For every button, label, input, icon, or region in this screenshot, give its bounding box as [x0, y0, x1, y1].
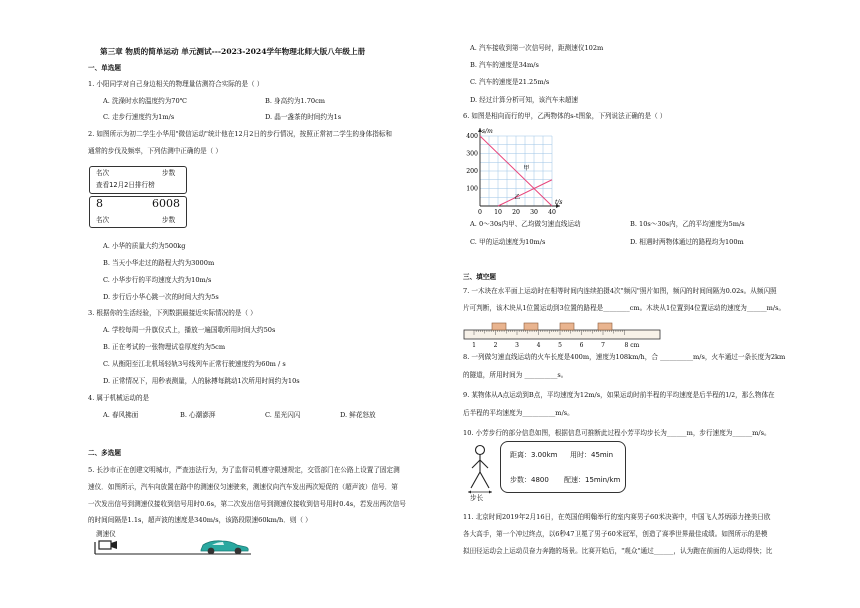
question-3-option-c: C. 从衡阳至江北机场轻轨3号线列车正常行驶速度约为60m / s [103, 360, 286, 368]
question-2-option-b: B. 当天小华走过的路程大约为3000m [103, 259, 215, 267]
question-5-line-4: 的时间间隔是1.1s，超声波的速度是340m/s，该路段限速60km/h．则（ ） [88, 516, 312, 524]
ruler-label: 1 [472, 342, 476, 348]
ruler-label: 5 [558, 342, 562, 348]
ruler-label: 4 [536, 342, 541, 348]
question-1-option-a: A. 洗澡时水的温度约为70℃ [103, 97, 188, 105]
question-8-line-1: 8. 一列做匀速直线运动的火车长度是400m，速度为108km/h，合 __________m/s，火车通过一条长度为2km [463, 353, 786, 361]
question-1-stem: 1. 小阳同学对自己身边相关的物理量估测符合实际的是（ ） [88, 80, 264, 88]
question-7-line-2: 片可判断，该木块从1位置运动到3位置的路程是________cm。木块从1位置到4位置运动的速度为______m/s。 [463, 304, 786, 312]
walking-person-icon [462, 444, 498, 500]
rank-label: 名次 [96, 169, 110, 177]
x-axis-label: t/s [555, 199, 563, 206]
st-graph [460, 124, 565, 222]
question-6-option-b: B. 10s～30s内，乙的平均速度为5m/s [630, 220, 745, 228]
y-tick-label: 200 [466, 168, 478, 175]
question-6-option-d: D. 相遇时两物体通过的路程均为100m [630, 238, 744, 246]
question-8-line-2: 的隧道，所用时间为 __________s。 [463, 371, 568, 379]
question-4-option-a: A. 春风拂面 [103, 411, 139, 419]
question-2-stem-line-1: 2. 如图所示为初二学生小华用"微信运动"统计他在12月2日的步行情况，按照正常初二学生的身体指标和 [88, 130, 392, 138]
question-9-line-1 [463, 391, 775, 400]
question-10-line-1: 10. 小芳步行的部分信息如图，根据信息可推断此过程小芳平均步长为______m，步行速度为______m/s。 [463, 429, 771, 437]
st-graph-svg [460, 124, 565, 218]
x-tick-label: 20 [512, 209, 520, 216]
question-11-line-1: 11. 北京时间2019年2月16日，在英国伯明翰举行的室内赛男子60米决赛中，中国飞人苏炳添力挫美日欧 [463, 513, 771, 521]
duration-value: 用时：45min [570, 451, 614, 459]
question-2-option-d: D. 步行后小华心跳一次的时间大约为5s [103, 293, 219, 301]
x-tick-label: 30 [530, 209, 538, 216]
question-1-option-d: D. 晶一盏茶的时间约为1s [265, 113, 342, 121]
question-9-line-2: 后半程的平均速度为__________m/s。 [463, 409, 574, 417]
question-9-text-b: ，那么物体在 [735, 391, 775, 399]
question-2-option-c: C. 小华步行的平均速度大约为10m/s [103, 276, 212, 284]
page-title: 第三章 物质的简单运动 单元测试---2023-2024学年物理北师大版八年级上册 [100, 47, 366, 56]
series-label-jia: 甲 [523, 165, 530, 173]
leaderboard-link: 查看12月2日排行榜 [96, 181, 155, 189]
question-1-option-c: C. 走步行速度约为1m/s [103, 113, 175, 121]
x-tick-label: 40 [548, 209, 556, 216]
ruler-figure [462, 318, 662, 352]
ruler-label: 7 [601, 342, 605, 348]
speed-detector-label: 测速仪 [96, 530, 116, 538]
y-tick-label: 300 [466, 150, 478, 158]
steps-label-bottom: 步数 [162, 216, 176, 224]
question-3-option-a: A. 学校每周一升旗仪式上，播放一遍国歌所用时间大约50s [103, 326, 276, 334]
section-heading-fill-in: 三、填空题 [463, 273, 496, 281]
ruler-label: 8 cm [624, 342, 640, 348]
question-4-stem: 4. 属于机械运动的是 [88, 394, 150, 402]
question-3-stem: 3. 根据你的生活经验，下列数据最接近实际情况的是（ ） [88, 309, 257, 317]
question-5-option-d: D. 经过计算分析可知，该汽车未超速 [470, 96, 579, 104]
question-5-option-c: C. 汽车的速度是21.25m/s [470, 78, 550, 86]
steps-value: 步数：4800 [510, 476, 549, 484]
question-5-line-2: 速仪．如图所示，汽车向放置在路中的测速仪匀速驶来，测速仪向汽车发出两次短促的（超声波）信号．第 [88, 483, 398, 491]
ruler-label: 3 [515, 342, 519, 348]
question-5-line-3: 一次发出信号到测速仪接收到信号用时0.6s，第二次发出信号到测速仪接收到信号用时0.4s，若发出两次信号 [88, 500, 406, 508]
question-3-option-b: B. 正在考试的一张物理试卷厚度约为5cm [103, 343, 226, 351]
y-tick-label: 400 [466, 133, 478, 140]
rank-number: 8 [96, 197, 103, 210]
ruler-label: 6 [579, 342, 584, 348]
question-6-stem: 6. 如图是相向而行的甲，乙两物体的s-t图象，下列说法正确的是（ ） [463, 112, 667, 120]
walking-stats-card [500, 441, 626, 493]
step-count: 6008 [152, 197, 180, 210]
question-11-line-3: 拟田径运动会上运动员奋力奔跑的场景。比赛开始后，"观众"通过______，认为跑在前面的人运动得快；比 [463, 547, 773, 555]
question-5-option-a: A. 汽车接收到第一次信号时，距测速仪102m [470, 44, 604, 52]
ruler-label: 2 [493, 342, 498, 348]
question-4-option-d: D. 鲜花怒放 [340, 411, 376, 419]
ruler-svg [462, 318, 662, 348]
y-axis-label: s/m [482, 128, 493, 135]
question-11-line-2: 各大高手，第一个冲过终点，以6秒47卫冕了男子60米冠军，创造了赛季世界最佳成绩。如图所示的是模 [463, 530, 768, 538]
rank-label-bottom: 名次 [96, 216, 110, 224]
pace-value: 配速：15min/km [564, 476, 621, 484]
question-2-option-a: A. 小华的质量大约为500kg [103, 242, 186, 250]
section-heading-multi-choice: 二、多选题 [88, 449, 121, 457]
distance-value: 距离：3.00km [510, 451, 558, 459]
question-4-option-c: C. 星光闪闪 [265, 411, 301, 419]
steps-label: 步数 [162, 169, 176, 177]
question-1-option-b: B. 身高约为1.70cm [265, 97, 326, 105]
question-5-line-1: 5. 长沙市正在创建文明城市，严查违法行为，为了监督司机遵守限速规定，交管部门在公路上设置了固定测 [88, 466, 400, 474]
question-6-option-c: C. 甲的运动速度为10m/s [470, 238, 546, 246]
question-6-option-a: A. 0～30s内甲、乙均做匀速直线运动 [470, 220, 581, 228]
fraction-one-half: 1/2 [725, 392, 736, 399]
question-2-stem-line-2: 通常的步伐及频率，下列估测中正确的是（ ） [88, 147, 222, 155]
series-label-yi: 乙 [514, 194, 521, 201]
x-tick-label: 0 [478, 209, 482, 216]
section-heading-single-choice: 一、单选题 [88, 64, 121, 72]
step-length-label: 步长 [470, 494, 484, 502]
question-4-option-b: B. 心潮澎湃 [180, 411, 216, 419]
x-tick-label: 10 [494, 209, 502, 216]
question-7-line-1: 7. 一木块在水平面上运动时在相等时间内连续拍摄4次"频闪"照片如图，频闪的时间间隔为0.02s。从频闪照 [463, 287, 777, 295]
question-3-option-d: D. 正常情况下，用秒表测量，人的脉搏每跳动1次所用时间约为10s [103, 377, 300, 385]
question-9-text-a: 9. 某物体从A点运动到B点，平均速度为12m/s，如果运动时前半程的平均速度是后半程的 [463, 391, 726, 399]
car-icon [198, 538, 250, 556]
y-tick-label: 100 [466, 185, 478, 193]
question-5-option-b: B. 汽车的速度是34m/s [470, 61, 539, 69]
